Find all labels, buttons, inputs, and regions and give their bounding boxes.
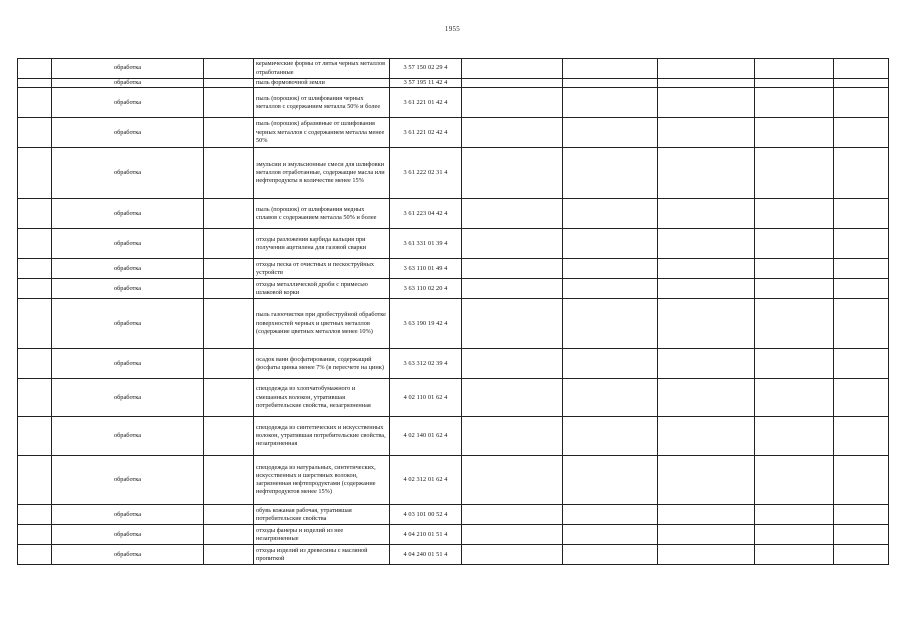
empty-cell (462, 525, 563, 545)
empty-cell (658, 59, 755, 79)
empty-cell (18, 229, 52, 259)
waste-name-cell: пыль (порошок) от шлифования медных сплавов с содержанием металла 50% и более (254, 199, 390, 229)
empty-cell (204, 59, 254, 79)
empty-cell (834, 545, 889, 565)
table-row (18, 148, 889, 199)
empty-cell (18, 259, 52, 279)
empty-cell (462, 417, 563, 456)
empty-cell (834, 505, 889, 525)
operation-cell: обработка (52, 379, 204, 417)
waste-code-cell: 4 02 140 01 62 4 (390, 417, 462, 456)
empty-cell (658, 118, 755, 148)
empty-cell (18, 456, 52, 505)
table-row (18, 417, 889, 456)
empty-cell (755, 379, 834, 417)
operation-cell: обработка (52, 79, 204, 88)
empty-cell (755, 456, 834, 505)
empty-cell (563, 417, 658, 456)
table-row (18, 379, 889, 417)
empty-cell (755, 299, 834, 349)
empty-cell (462, 299, 563, 349)
table-row (18, 525, 889, 545)
empty-cell (755, 229, 834, 259)
waste-name-cell: спецодежда из натуральных, синтетических, искусственных и шерстяных волокон, загрязненная нефтепродуктами (содержание нефтепродуктов менее 15%) (254, 456, 390, 505)
empty-cell (834, 456, 889, 505)
empty-cell (462, 349, 563, 379)
empty-cell (204, 79, 254, 88)
empty-cell (204, 349, 254, 379)
waste-code-cell: 4 04 210 01 51 4 (390, 525, 462, 545)
empty-cell (204, 148, 254, 199)
empty-cell (18, 379, 52, 417)
empty-cell (18, 525, 52, 545)
empty-cell (204, 199, 254, 229)
empty-cell (563, 79, 658, 88)
empty-cell (18, 349, 52, 379)
operation-cell: обработка (52, 299, 204, 349)
empty-cell (834, 259, 889, 279)
waste-name-cell: пыль формовочной земли (254, 79, 390, 88)
empty-cell (658, 279, 755, 299)
waste-code-cell: 3 61 223 04 42 4 (390, 199, 462, 229)
empty-cell (658, 545, 755, 565)
table-row (18, 199, 889, 229)
empty-cell (18, 299, 52, 349)
empty-cell (18, 279, 52, 299)
empty-cell (755, 118, 834, 148)
empty-cell (18, 118, 52, 148)
empty-cell (462, 379, 563, 417)
waste-name-cell: обувь кожаная рабочая, утратившая потребительские свойства (254, 505, 390, 525)
empty-cell (755, 417, 834, 456)
empty-cell (204, 279, 254, 299)
waste-name-cell: пыль (порошок) от шлифования черных металлов с содержанием металла 50% и более (254, 88, 390, 118)
empty-cell (563, 299, 658, 349)
waste-name-cell: спецодежда из хлопчатобумажного и смешанных волокон, утратившая потребительские свойства, незагрязненная (254, 379, 390, 417)
empty-cell (563, 259, 658, 279)
table-row (18, 59, 889, 79)
empty-cell (834, 88, 889, 118)
table-body (18, 59, 889, 565)
empty-cell (462, 456, 563, 505)
empty-cell (462, 88, 563, 118)
waste-code-cell: 3 63 110 02 20 4 (390, 279, 462, 299)
empty-cell (563, 525, 658, 545)
table-row (18, 299, 889, 349)
waste-table (17, 58, 889, 565)
waste-code-cell: 3 57 195 11 42 4 (390, 79, 462, 88)
empty-cell (462, 505, 563, 525)
empty-cell (204, 417, 254, 456)
empty-cell (563, 545, 658, 565)
operation-cell: обработка (52, 456, 204, 505)
waste-name-cell: отходы изделий из древесины с масляной пропиткой (254, 545, 390, 565)
empty-cell (834, 349, 889, 379)
empty-cell (658, 88, 755, 118)
page-number: 1955 (444, 25, 461, 33)
waste-name-cell: отходы металлической дроби с примесью шлаковой корки (254, 279, 390, 299)
empty-cell (462, 259, 563, 279)
empty-cell (834, 279, 889, 299)
empty-cell (658, 299, 755, 349)
empty-cell (658, 379, 755, 417)
operation-cell: обработка (52, 148, 204, 199)
empty-cell (18, 417, 52, 456)
operation-cell: обработка (52, 88, 204, 118)
operation-cell: обработка (52, 59, 204, 79)
waste-name-cell: отходы разложения карбида кальция при получении ацетилена для газовой сварки (254, 229, 390, 259)
empty-cell (462, 229, 563, 259)
empty-cell (834, 379, 889, 417)
empty-cell (834, 417, 889, 456)
operation-cell: обработка (52, 349, 204, 379)
empty-cell (462, 118, 563, 148)
table-row (18, 505, 889, 525)
operation-cell: обработка (52, 545, 204, 565)
empty-cell (834, 118, 889, 148)
empty-cell (658, 148, 755, 199)
empty-cell (204, 525, 254, 545)
empty-cell (834, 148, 889, 199)
waste-name-cell: пыль газоочистки при дробеструйной обработке поверхностей черных и цветных металлов (содержание цветных металлов менее 10%) (254, 299, 390, 349)
empty-cell (658, 199, 755, 229)
waste-code-cell: 4 02 312 01 62 4 (390, 456, 462, 505)
empty-cell (755, 79, 834, 88)
table-row (18, 456, 889, 505)
table-row (18, 259, 889, 279)
empty-cell (204, 229, 254, 259)
empty-cell (834, 79, 889, 88)
waste-code-cell: 3 63 190 19 42 4 (390, 299, 462, 349)
operation-cell: обработка (52, 199, 204, 229)
waste-code-cell: 4 04 240 01 51 4 (390, 545, 462, 565)
empty-cell (755, 545, 834, 565)
empty-cell (658, 505, 755, 525)
empty-cell (462, 59, 563, 79)
empty-cell (18, 59, 52, 79)
waste-name-cell: пыль (порошок) абразивные от шлифования черных металлов с содержанием металла менее 50% (254, 118, 390, 148)
empty-cell (204, 259, 254, 279)
empty-cell (658, 79, 755, 88)
empty-cell (755, 525, 834, 545)
waste-name-cell: отходы песка от очистных и пескоструйных устройств (254, 259, 390, 279)
operation-cell: обработка (52, 259, 204, 279)
empty-cell (563, 118, 658, 148)
waste-code-cell: 3 63 110 01 49 4 (390, 259, 462, 279)
empty-cell (18, 88, 52, 118)
empty-cell (658, 525, 755, 545)
waste-name-cell: осадок ванн фосфатирования, содержащий фосфаты цинка менее 7% (в пересчете на цинк) (254, 349, 390, 379)
table-row (18, 229, 889, 259)
empty-cell (18, 148, 52, 199)
empty-cell (563, 349, 658, 379)
empty-cell (204, 88, 254, 118)
empty-cell (18, 545, 52, 565)
waste-name-cell: керамические формы от литья черных металлов отработанные (254, 59, 390, 79)
table-row (18, 279, 889, 299)
empty-cell (834, 199, 889, 229)
waste-code-cell: 4 02 110 01 62 4 (390, 379, 462, 417)
empty-cell (563, 59, 658, 79)
empty-cell (834, 229, 889, 259)
empty-cell (563, 199, 658, 229)
empty-cell (204, 299, 254, 349)
empty-cell (204, 456, 254, 505)
empty-cell (658, 259, 755, 279)
operation-cell: обработка (52, 118, 204, 148)
empty-cell (755, 59, 834, 79)
empty-cell (755, 199, 834, 229)
empty-cell (563, 148, 658, 199)
empty-cell (204, 379, 254, 417)
table-row (18, 88, 889, 118)
operation-cell: обработка (52, 229, 204, 259)
empty-cell (18, 505, 52, 525)
empty-cell (462, 545, 563, 565)
operation-cell: обработка (52, 525, 204, 545)
waste-name-cell: отходы фанеры и изделий из нее незагрязненные (254, 525, 390, 545)
empty-cell (658, 229, 755, 259)
empty-cell (563, 379, 658, 417)
empty-cell (563, 505, 658, 525)
operation-cell: обработка (52, 279, 204, 299)
table-row (18, 79, 889, 88)
empty-cell (755, 349, 834, 379)
empty-cell (18, 199, 52, 229)
empty-cell (755, 279, 834, 299)
empty-cell (18, 79, 52, 88)
empty-cell (563, 279, 658, 299)
waste-name-cell: эмульсии и эмульсионные смеси для шлифовки металлов отработанные, содержащие масла или нефтепродукты в количестве менее 15% (254, 148, 390, 199)
operation-cell: обработка (52, 505, 204, 525)
empty-cell (755, 259, 834, 279)
empty-cell (834, 299, 889, 349)
empty-cell (204, 118, 254, 148)
empty-cell (755, 505, 834, 525)
operation-cell: обработка (52, 417, 204, 456)
empty-cell (658, 456, 755, 505)
empty-cell (563, 229, 658, 259)
waste-code-cell: 3 61 221 01 42 4 (390, 88, 462, 118)
empty-cell (755, 88, 834, 118)
empty-cell (755, 148, 834, 199)
empty-cell (563, 456, 658, 505)
empty-cell (563, 88, 658, 118)
waste-code-cell: 3 61 221 02 42 4 (390, 118, 462, 148)
empty-cell (462, 279, 563, 299)
empty-cell (462, 199, 563, 229)
waste-code-cell: 3 57 150 02 29 4 (390, 59, 462, 79)
empty-cell (834, 59, 889, 79)
empty-cell (834, 525, 889, 545)
table-row (18, 545, 889, 565)
empty-cell (204, 505, 254, 525)
waste-name-cell: спецодежда из синтетических и искусственных волокон, утратившая потребительские свойства, незагрязненная (254, 417, 390, 456)
empty-cell (658, 349, 755, 379)
waste-code-cell: 4 03 101 00 52 4 (390, 505, 462, 525)
waste-code-cell: 3 61 222 02 31 4 (390, 148, 462, 199)
empty-cell (462, 148, 563, 199)
empty-cell (462, 79, 563, 88)
waste-code-cell: 3 61 331 01 39 4 (390, 229, 462, 259)
empty-cell (658, 417, 755, 456)
waste-code-cell: 3 63 312 02 39 4 (390, 349, 462, 379)
table-row (18, 118, 889, 148)
table-row (18, 349, 889, 379)
empty-cell (204, 545, 254, 565)
